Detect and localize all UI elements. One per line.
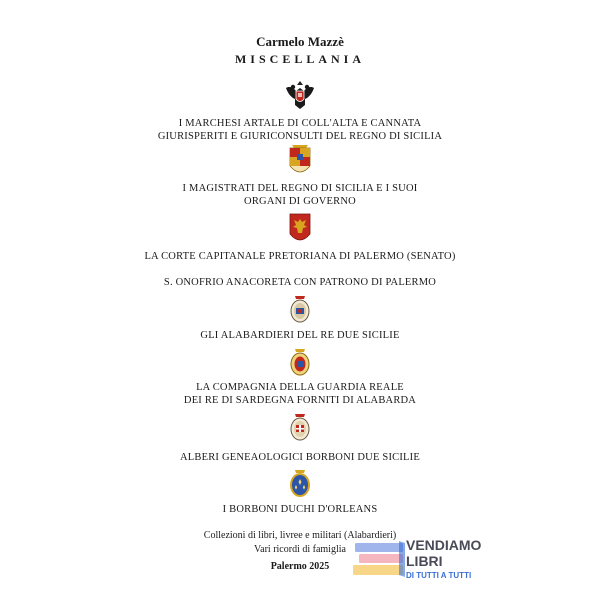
watermark-tagline: DI TUTTI A TUTTI (406, 571, 472, 580)
author-name: Carmelo Mazzè (256, 34, 344, 49)
red-eagle-shield-icon (288, 212, 312, 246)
section-1-line-2: GIURISPERITI E GIURICONSULTI DEL REGNO DI SICILIA (157, 131, 443, 142)
section-5-line-1: GLI ALABARDIERI DEL RE DUE SICILIE (200, 330, 400, 341)
section-2-line-1: I MAGISTRATI DEL REGNO DI SICILIA E I SUOI (182, 183, 418, 194)
eagle-crest-icon (283, 78, 317, 112)
section-2-line-2: ORGANI DI GOVERNO (244, 196, 356, 207)
section-3-line-1: LA CORTE CAPITANALE PRETORIANA DI PALERMO (SENATO) (144, 251, 456, 262)
footer-memories-line: Vari ricordi di famiglia (254, 544, 346, 555)
oval-crest-icon (288, 411, 312, 443)
section-6-line-1: LA COMPAGNIA DELLA GUARDIA REALE (196, 382, 404, 393)
section-7-line-1: ALBERI GENEAOLOGICI BORBONI DUE SICILIE (180, 452, 420, 463)
book-title: MISCELLANIA (234, 52, 365, 66)
blue-lily-crest-icon (287, 468, 313, 500)
section-1-line-1: I MARCHESI ARTALE DI COLL'ALTA E CANNATA (178, 118, 422, 129)
royal-arms-icon (287, 142, 313, 178)
section-8-line-1: I BORBONI DUCHI D'ORLEANS (222, 504, 378, 515)
section-4-line-1: S. ONOFRIO ANACORETA CON PATRONO DI PALERMO (163, 277, 437, 288)
watermark-word-2: LIBRI (406, 553, 443, 569)
footer-place-date: Palermo 2025 (270, 561, 330, 572)
gold-oval-crest-icon (288, 346, 312, 378)
oval-crest-icon (288, 293, 312, 325)
footer-collections-line: Collezioni di libri, livree e militari (Alabardieri) (203, 530, 397, 541)
watermark-word-1: VENDIAMO (406, 537, 482, 553)
section-6-line-2: DEI RE DI SARDEGNA FORNITI DI ALABARDA (183, 395, 417, 406)
